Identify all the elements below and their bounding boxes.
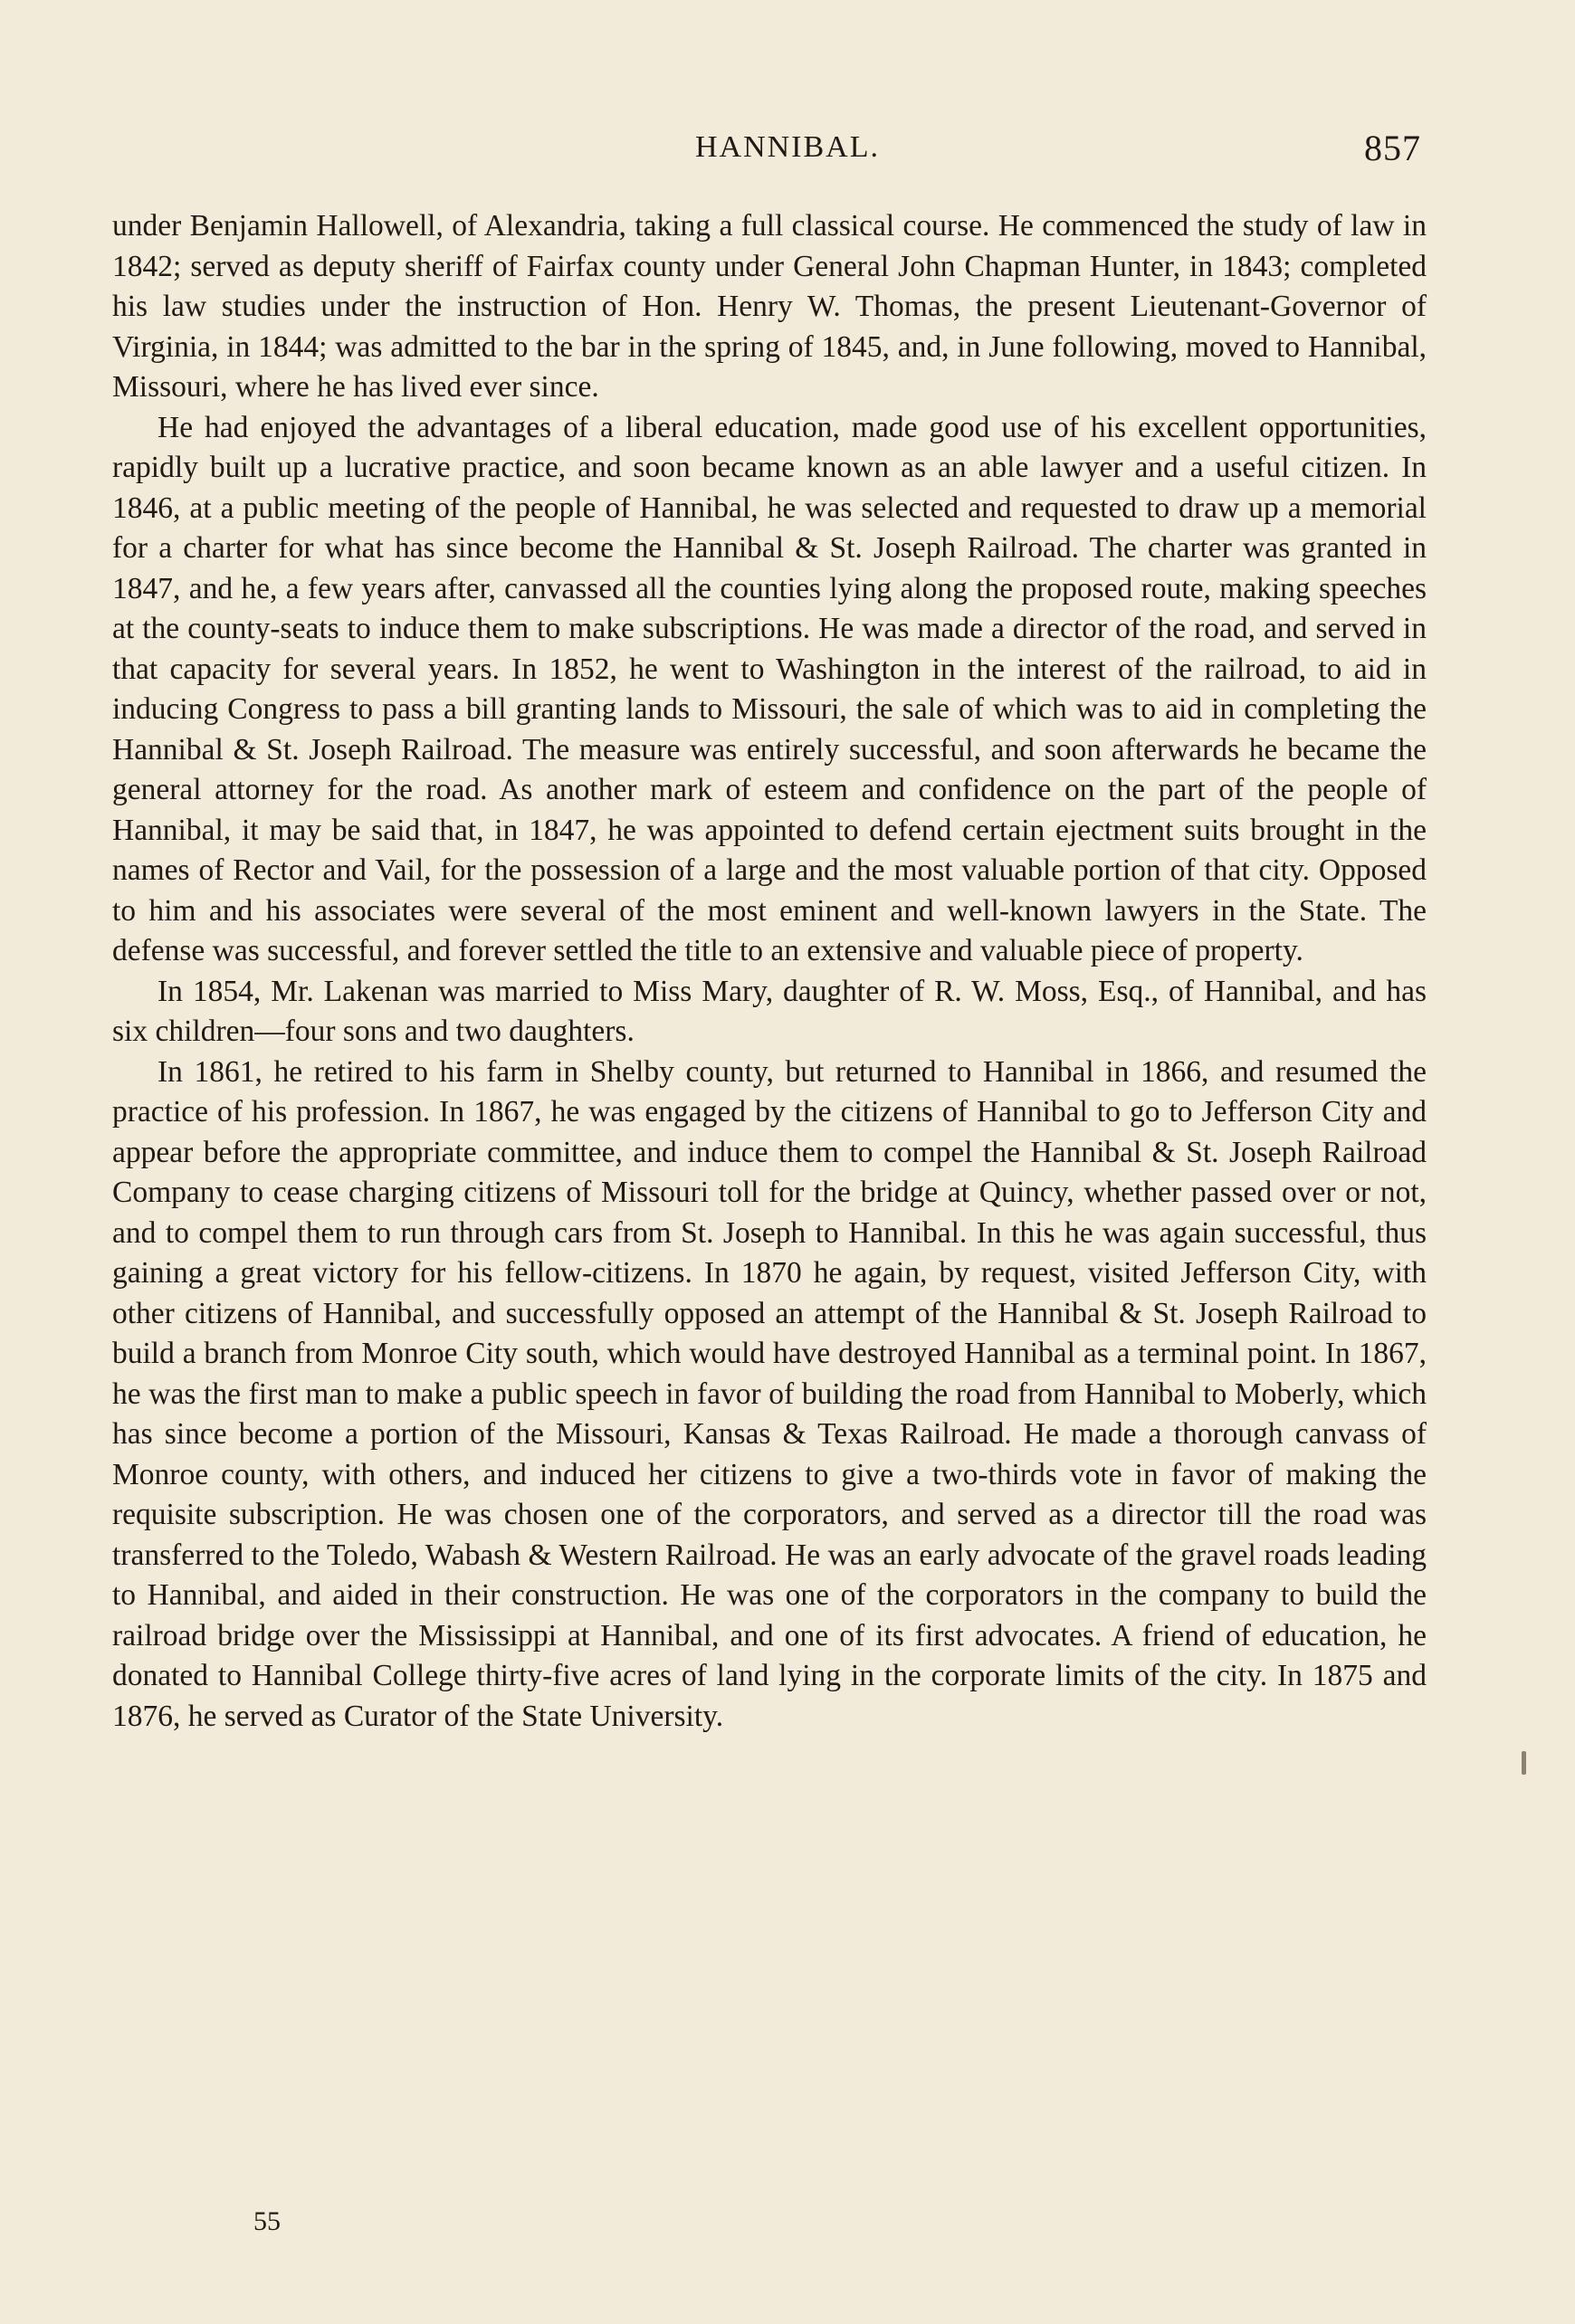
- paragraph-later-career: In 1861, he retired to his farm in Shelby county, but returned to Hannibal in 1866, and resumed the practice of his profession. In 1867, he was engaged by the citizens of Hannibal to go to Jefferson City and appear before the appropriate committee, and induce them to compel the Hannibal & St. Joseph Railroad Company to cease charging citizens of Missouri toll for the bridge at Quincy, whether passed over or not, and to compel them to run through cars from St. Joseph to Hannibal. In this he was again successful, thus gaining a great victory for his fellow-citizens. In 1870 he again, by request, visited Jefferson City, with other citizens of Hannibal, and successfully opposed an attempt of the Hannibal & St. Joseph Railroad to build a branch from Monroe City south, which would have destroyed Hannibal as a terminal point. In 1867, he was the first man to make a public speech in favor of building the road from Hannibal to Moberly, which has since become a portion of the Missouri, Kansas & Texas Railroad. He made a thorough canvass of Monroe county, with others, and induced her citizens to give a two-thirds vote in favor of making the requisite subscription. He was chosen one of the corporators, and served as a director till the road was transferred to the Toledo, Wabash & Western Railroad. He was an early advocate of the gravel roads leading to Hannibal, and aided in their construction. He was one of the corporators in the company to build the railroad bridge over the Mississippi at Hannibal, and one of its first advocates. A friend of education, he donated to Hannibal College thirty-five acres of land lying in the corporate limits of the city. In 1875 and 1876, he served as Curator of the State University.: [112, 1054, 1427, 1733]
- page-number: 857: [1364, 128, 1421, 168]
- body-text: [112, 206, 1427, 1737]
- paper-speck: [1522, 1751, 1526, 1775]
- running-title: HANNIBAL.: [694, 130, 881, 164]
- running-head: [0, 127, 1575, 181]
- signature-mark: 55: [253, 2206, 281, 2236]
- paragraph-legal-career: He had enjoyed the advantages of a liberal education, made good use of his excellent opportunities, rapidly built up a lucrative practice, and soon became known as an able lawyer and a useful citizen. In 1846, at a public meeting of the people of Hannibal, he was selected and requested to draw up a memorial for a charter for what has since become the Hannibal & St. Joseph Railroad. The charter was granted in 1847, and he, a few years after, canvassed all the counties lying along the proposed route, making speeches at the county-seats to induce them to make subscriptions. He was made a director of the road, and served in that capacity for several years. In 1852, he went to Washington in the interest of the railroad, to aid in inducing Congress to pass a bill granting lands to Missouri, the sale of which was to aid in completing the Hannibal & St. Joseph Railroad. The measure was entirely successful, and soon afterwards he became the general attorney for the road. As another mark of esteem and confidence on the part of the people of Hannibal, it may be said that, in 1847, he was appointed to defend certain ejectment suits brought in the names of Rector and Vail, for the possession of a large and the most valuable portion of that city. Opposed to him and his associates were several of the most eminent and well-known lawyers in the State. The defense was successful, and forever settled the title to an extensive and valuable piece of property.: [112, 410, 1427, 967]
- paragraph-education-and-admission: under Benjamin Hallowell, of Alexandria, taking a full classical course. He commenced the study of law in 1842; served as deputy sheriff of Fairfax county under General John Chapman Hunter, in 1843; completed his law studies under the instruction of Hon. Henry W. Thomas, the present Lieutenant-Governor of Virginia, in 1844; was admitted to the bar in the spring of 1845, and, in June following, moved to Hannibal, Missouri, where he has lived ever since.: [112, 209, 1427, 404]
- paragraph-marriage: In 1854, Mr. Lakenan was married to Miss Mary, daughter of R. W. Moss, Esq., of Hannibal, and has six children—four sons and two daughters.: [112, 974, 1427, 1048]
